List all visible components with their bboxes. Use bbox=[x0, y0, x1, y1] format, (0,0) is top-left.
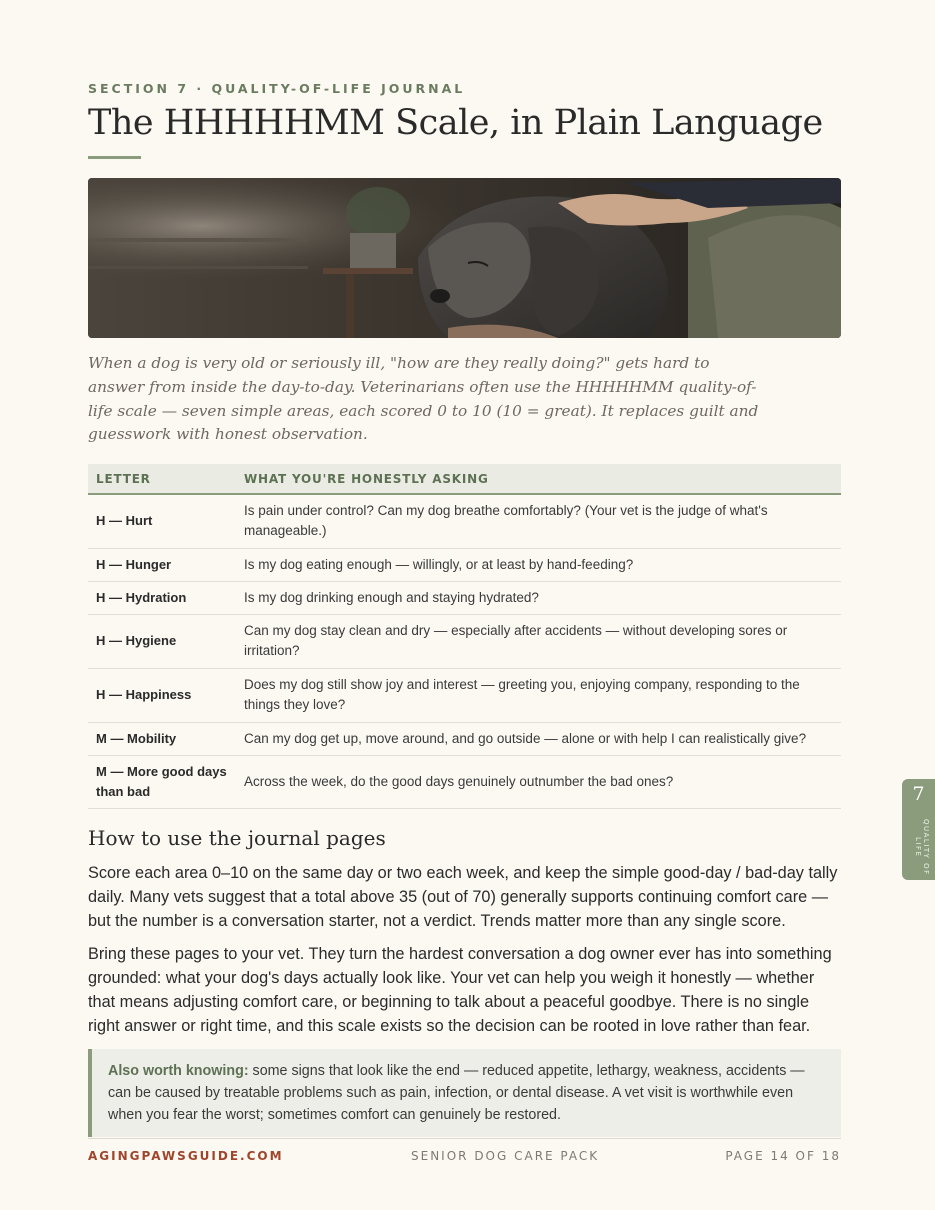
header-question: WHAT YOU'RE HONESTLY ASKING bbox=[236, 464, 841, 494]
row-letter: H — Hurt bbox=[96, 513, 153, 529]
header-letter: LETTER bbox=[88, 464, 236, 494]
table-row bbox=[88, 494, 841, 548]
row-letter: H — Hydration bbox=[96, 589, 187, 605]
footer-page-number: PAGE 14 OF 18 bbox=[725, 1149, 841, 1163]
callout-lead: Also worth knowing: bbox=[108, 1063, 249, 1079]
table-row bbox=[88, 581, 841, 614]
table-row bbox=[88, 668, 841, 722]
footer-divider bbox=[88, 1138, 841, 1139]
title-underline bbox=[88, 156, 141, 159]
row-question: Can my dog stay clean and dry — especially after accidents — without developing sores or irritation? bbox=[236, 614, 841, 668]
side-tab-number: 7 bbox=[912, 783, 925, 805]
table-row bbox=[88, 755, 841, 808]
hero-illustration bbox=[88, 178, 841, 338]
row-question: Is my dog eating enough — willingly, or at least by hand-feeding? bbox=[236, 548, 841, 581]
table-row bbox=[88, 548, 841, 581]
row-letter: M — Mobility bbox=[96, 730, 177, 746]
row-letter: H — Hygiene bbox=[96, 633, 177, 648]
row-letter: M — More good days than bad bbox=[96, 763, 227, 799]
row-question: Across the week, do the good days genuinely outnumber the bad ones? bbox=[236, 755, 841, 808]
callout-box bbox=[88, 1049, 841, 1137]
hero-photo-senior-dog bbox=[88, 178, 841, 338]
row-question: Is pain under control? Can my dog breathe comfortably? (Your vet is the judge of what's manageable.) bbox=[236, 494, 841, 548]
howto-paragraph-2: Bring these pages to your vet. They turn the hardest conversation a dog owner ever has into something grounded: what your dog's days actually look like. Your vet can help you weigh it honestly — whether that means adjusting comfort care, or beginning to talk about a peaceful goodbye. There is no single right answer or right time, and this scale exists so the decision can be rooted in love rather than fear. bbox=[88, 945, 832, 1035]
hhhhhmm-table bbox=[88, 464, 841, 809]
table-row bbox=[88, 722, 841, 755]
footer-pack-name: SENIOR DOG CARE PACK bbox=[411, 1149, 600, 1163]
intro-paragraph: When a dog is very old or seriously ill, "how are they really doing?" gets hard to answer from inside the day-to-day. Veterinarians often use the HHHHHMM quality-of-life scale — seven simple areas, each scored 0 to 10 (10 = great). It replaces guilt and guesswork with honest observation. bbox=[88, 354, 759, 444]
row-question: Is my dog drinking enough and staying hydrated? bbox=[236, 581, 841, 614]
callout-text: some signs that look like the end — reduced appetite, lethargy, weakness, accidents — can be caused by treatable problems such as pain, infection, or dental disease. A vet visit is worthwhile even when you fear the worst; sometimes comfort can genuinely be restored. bbox=[108, 1063, 805, 1123]
row-letter: H — Happiness bbox=[96, 687, 192, 702]
section-eyebrow: SECTION 7 · QUALITY-OF-LIFE JOURNAL bbox=[88, 81, 466, 96]
section-side-tab[interactable] bbox=[902, 779, 935, 880]
howto-heading: How to use the journal pages bbox=[88, 826, 386, 850]
footer-site-link[interactable]: AGINGPAWSGUIDE.COM bbox=[88, 1149, 284, 1163]
table-header-row bbox=[88, 464, 841, 494]
table-row bbox=[88, 614, 841, 668]
row-question: Can my dog get up, move around, and go outside — alone or with help I can realistically give? bbox=[236, 722, 841, 755]
row-question: Does my dog still show joy and interest — greeting you, enjoying company, responding to the things they love? bbox=[236, 668, 841, 722]
row-letter: H — Hunger bbox=[96, 556, 172, 572]
howto-paragraph-1: Score each area 0–10 on the same day or two each week, and keep the simple good-day / bad-day tally daily. Many vets suggest that a total above 35 (out of 70) generally supports continuing comfort care — but the number is a conversation starter, not a verdict. Trends matter more than any single score. bbox=[88, 864, 838, 930]
page-title: The HHHHHMM Scale, in Plain Language bbox=[88, 103, 823, 143]
side-tab-label: QUALITY OF LIFE bbox=[914, 819, 930, 876]
